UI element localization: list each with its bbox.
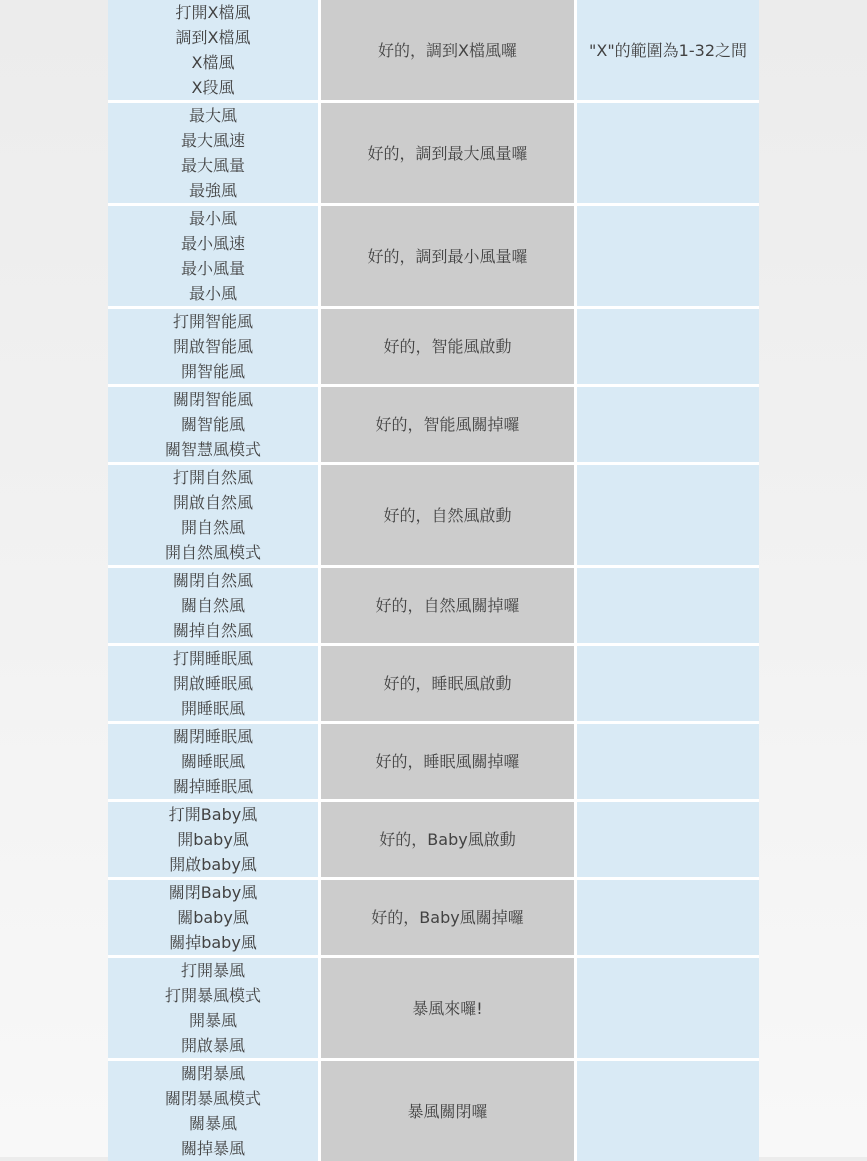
response-cell bbox=[321, 0, 574, 100]
commands-cell bbox=[108, 646, 318, 721]
response-text: 好的，自然風啟動 bbox=[383, 505, 512, 525]
command-phrase: 關掉自然風 bbox=[172, 621, 253, 640]
response-text: 好的，睡眠風關掉囉 bbox=[375, 752, 520, 771]
note-cell bbox=[577, 958, 759, 1058]
command-phrase: 關智能風 bbox=[180, 415, 245, 434]
command-phrase: 關掉睡眠風 bbox=[172, 777, 253, 796]
command-phrase: 最小風 bbox=[188, 284, 237, 303]
commands-cell bbox=[108, 880, 318, 955]
response-text: 好的，調到X檔風囉 bbox=[378, 40, 517, 60]
response-cell bbox=[321, 646, 574, 721]
commands-cell bbox=[108, 0, 318, 100]
note-cell bbox=[577, 568, 759, 643]
command-phrase: 開啟暴風 bbox=[180, 1036, 245, 1055]
response-text: 好的，智能風關掉囉 bbox=[375, 415, 520, 434]
command-phrase: 關閉暴風 bbox=[180, 1064, 245, 1083]
response-text: 好的，Baby風關掉囉 bbox=[371, 908, 524, 927]
note-cell bbox=[577, 465, 759, 565]
command-phrase: 開啟智能風 bbox=[172, 337, 253, 356]
command-phrase: 調到X檔風 bbox=[175, 28, 251, 47]
commands-cell bbox=[108, 309, 318, 384]
command-phrase: 打開睡眠風 bbox=[172, 649, 253, 668]
command-phrase: 關掉暴風 bbox=[180, 1139, 245, 1158]
command-phrase: 關智慧風模式 bbox=[164, 440, 261, 459]
command-phrase: 開智能風 bbox=[180, 362, 245, 381]
command-phrase: 關baby風 bbox=[177, 908, 249, 927]
command-phrase: 開啟睡眠風 bbox=[172, 674, 253, 693]
response-cell bbox=[321, 880, 574, 955]
response-text: 好的，Baby風啟動 bbox=[379, 830, 516, 849]
command-phrase: 打開暴風模式 bbox=[164, 986, 261, 1005]
response-cell bbox=[321, 103, 574, 203]
note-cell bbox=[577, 880, 759, 955]
note-cell bbox=[577, 387, 759, 462]
voice-command-table bbox=[108, 0, 759, 1161]
note-cell bbox=[577, 724, 759, 799]
response-cell bbox=[321, 958, 574, 1058]
note-text: "X"的範圍為1-32之間 bbox=[589, 40, 747, 60]
command-phrase: 打開X檔風 bbox=[175, 3, 251, 22]
response-text: 好的，自然風關掉囉 bbox=[375, 596, 520, 615]
commands-cell bbox=[108, 1061, 318, 1161]
command-phrase: 關睡眠風 bbox=[180, 752, 245, 771]
response-text: 暴風來囉! bbox=[412, 998, 483, 1018]
command-phrase: 開baby風 bbox=[177, 830, 249, 849]
commands-cell bbox=[108, 206, 318, 306]
command-phrase: 最小風 bbox=[188, 209, 237, 228]
commands-cell bbox=[108, 568, 318, 643]
command-phrase: 開啟baby風 bbox=[169, 855, 257, 874]
note-cell bbox=[577, 309, 759, 384]
response-cell bbox=[321, 802, 574, 877]
command-phrase: 打開Baby風 bbox=[168, 805, 258, 824]
response-text: 暴風關閉囉 bbox=[407, 1101, 488, 1121]
note-cell bbox=[577, 802, 759, 877]
response-text: 好的，睡眠風啟動 bbox=[383, 674, 512, 693]
note-cell bbox=[577, 646, 759, 721]
command-phrase: 關暴風 bbox=[188, 1114, 237, 1133]
command-phrase: 開啟自然風 bbox=[172, 493, 253, 512]
commands-cell bbox=[108, 465, 318, 565]
command-phrase: 打開智能風 bbox=[172, 312, 253, 331]
commands-cell bbox=[108, 958, 318, 1058]
command-phrase: 關掉baby風 bbox=[169, 933, 257, 952]
note-cell bbox=[577, 206, 759, 306]
response-cell bbox=[321, 465, 574, 565]
command-phrase: 最強風 bbox=[188, 181, 237, 200]
response-cell bbox=[321, 309, 574, 384]
note-cell bbox=[577, 0, 759, 100]
response-cell bbox=[321, 387, 574, 462]
command-phrase: 關閉Baby風 bbox=[168, 883, 258, 902]
command-phrase: 開暴風 bbox=[188, 1011, 237, 1030]
response-cell bbox=[321, 724, 574, 799]
command-phrase: 關閉睡眠風 bbox=[172, 727, 253, 746]
command-phrase: 開睡眠風 bbox=[180, 699, 245, 718]
command-phrase: 開自然風模式 bbox=[164, 543, 261, 562]
command-phrase: 關閉智能風 bbox=[172, 390, 253, 409]
commands-cell bbox=[108, 724, 318, 799]
commands-cell bbox=[108, 387, 318, 462]
command-phrase: 開自然風 bbox=[180, 518, 245, 537]
command-phrase: X檔風 bbox=[191, 53, 235, 72]
response-cell bbox=[321, 568, 574, 643]
command-phrase: 最大風速 bbox=[180, 131, 245, 150]
command-phrase: 打開暴風 bbox=[180, 961, 245, 980]
note-cell bbox=[577, 1061, 759, 1161]
response-text: 好的，調到最小風量囉 bbox=[367, 246, 528, 266]
command-phrase: 最大風量 bbox=[180, 156, 245, 175]
response-cell bbox=[321, 206, 574, 306]
commands-cell bbox=[108, 802, 318, 877]
command-phrase: 打開自然風 bbox=[172, 468, 253, 487]
response-text: 好的，調到最大風量囉 bbox=[367, 143, 528, 163]
command-phrase: 關閉暴風模式 bbox=[164, 1089, 261, 1108]
response-text: 好的，智能風啟動 bbox=[383, 337, 512, 356]
command-phrase: X段風 bbox=[191, 78, 235, 97]
command-phrase: 關自然風 bbox=[180, 596, 245, 615]
command-phrase: 最大風 bbox=[188, 106, 237, 125]
note-cell bbox=[577, 103, 759, 203]
command-phrase: 最小風量 bbox=[180, 259, 245, 278]
command-phrase: 關閉自然風 bbox=[172, 571, 253, 590]
command-phrase: 最小風速 bbox=[180, 234, 245, 253]
response-cell bbox=[321, 1061, 574, 1161]
commands-cell bbox=[108, 103, 318, 203]
